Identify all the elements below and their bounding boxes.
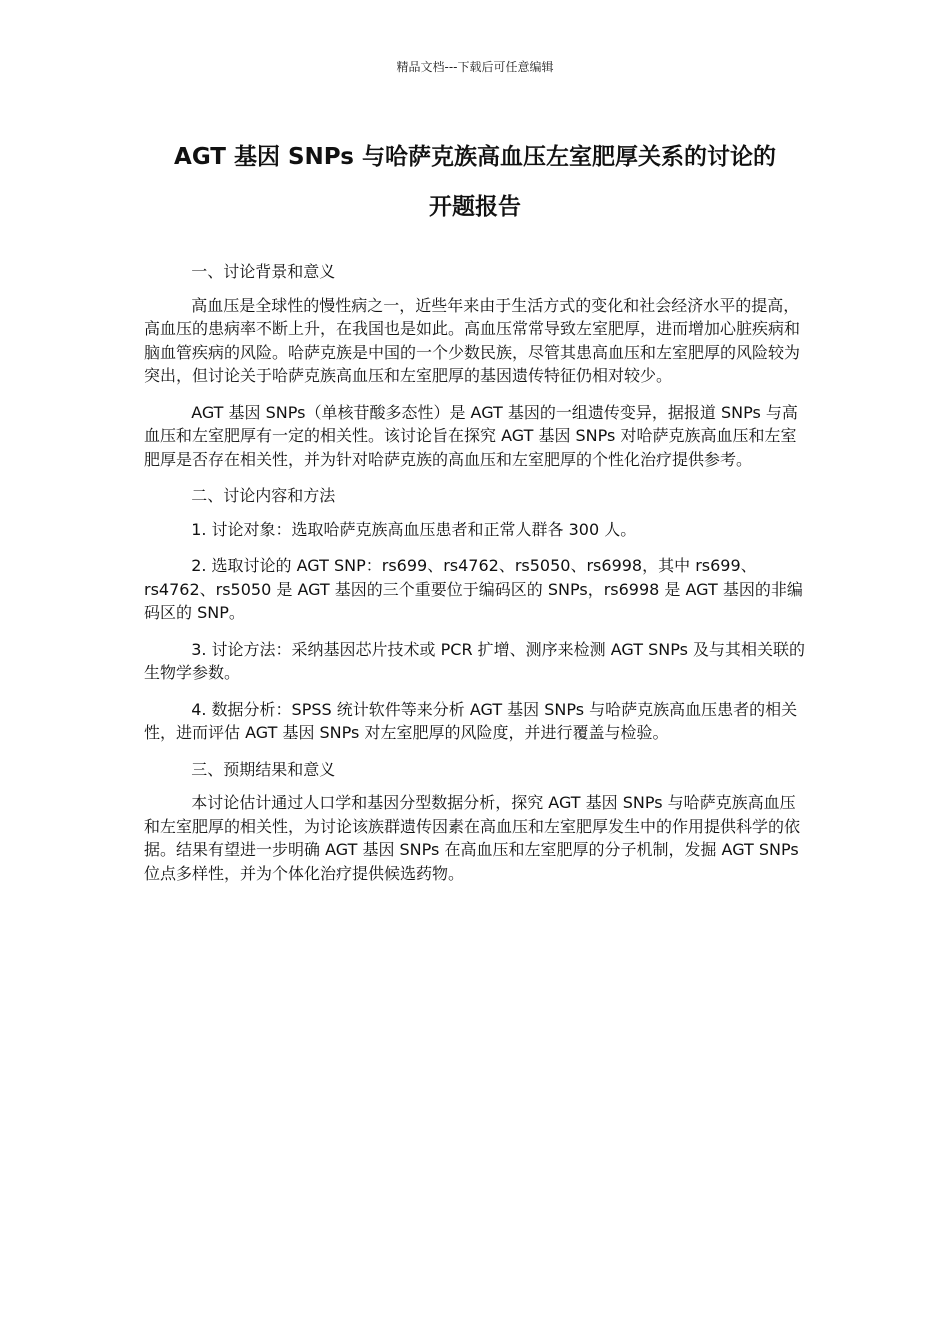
section-3-paragraph-1: 本讨论估计通过人口学和基因分型数据分析，探究 AGT 基因 SNPs 与哈萨克族高血压和左室肥厚的相关性，为讨论该族群遗传因素在高血压和左室肥厚发生中的作用提供科学的依据。结果有望进一步明确 AGT 基因 SNPs 在高血压和左室肥厚的分子机制，发掘 AGT SNPs 位点多样性，并为个体化治疗提供候选药物。 [144,793,801,883]
section-2-item-1: 1. 讨论对象：选取哈萨克族高血压患者和正常人群各 300 人。 [191,519,637,539]
section-2-item-3: 3. 讨论方法：采纳基因芯片技术或 PCR 扩增、测序来检测 AGT SNPs 及与其相关联的生物学参数。 [144,639,806,682]
section-1-heading: 一、讨论背景和意义 [191,262,336,281]
document-body [144,260,806,898]
section-3-heading: 三、预期结果和意义 [191,759,336,779]
title-line-1: AGT 基因 SNPs 与哈萨克族高血压左室肥厚关系的讨论的 [174,144,776,170]
section-2-item-4: 4. 数据分析：SPSS 统计软件等来分析 AGT 基因 SNPs 与哈萨克族高血压患者的相关性，进而评估 AGT 基因 SNPs 对左室肥厚的风险度，并进行覆盖与检验。 [144,699,798,742]
header-note: 精品文档---下载后可任意编辑 [396,60,554,74]
document-title [144,132,806,232]
title-line-2: 开题报告 [429,194,521,220]
section-1-paragraph-2: AGT 基因 SNPs（单核苷酸多态性）是 AGT 基因的一组遗传变异，据报道 SNPs 与高血压和左室肥厚有一定的相关性。该讨论旨在探究 AGT 基因 SNPs 对哈萨克族高血压和左室肥厚是否存在相关性，并为针对哈萨克族的高血压和左室肥厚的个性化治疗提供参考。 [144,402,798,469]
section-1-paragraph-1: 高血压是全球性的慢性病之一，近些年来由于生活方式的变化和社会经济水平的提高，高血压的患病率不断上升，在我国也是如此。高血压常常导致左室肥厚，进而增加心脏疾病和脑血管疾病的风险。哈萨克族是中国的一个少数民族，尽管其患高血压和左室肥厚的风险较为突出，但讨论关于哈萨克族高血压和左室肥厚的基因遗传特征仍相对较少。 [144,295,801,385]
section-2-heading: 二、讨论内容和方法 [191,486,336,505]
section-2-item-2: 2. 选取讨论的 AGT SNP：rs699、rs4762、rs5050、rs6998，其中 rs699、rs4762、rs5050 是 AGT 基因的三个重要位于编码区的 SNPs，rs6998 是 AGT 基因的非编码区的 SNP。 [144,556,803,622]
